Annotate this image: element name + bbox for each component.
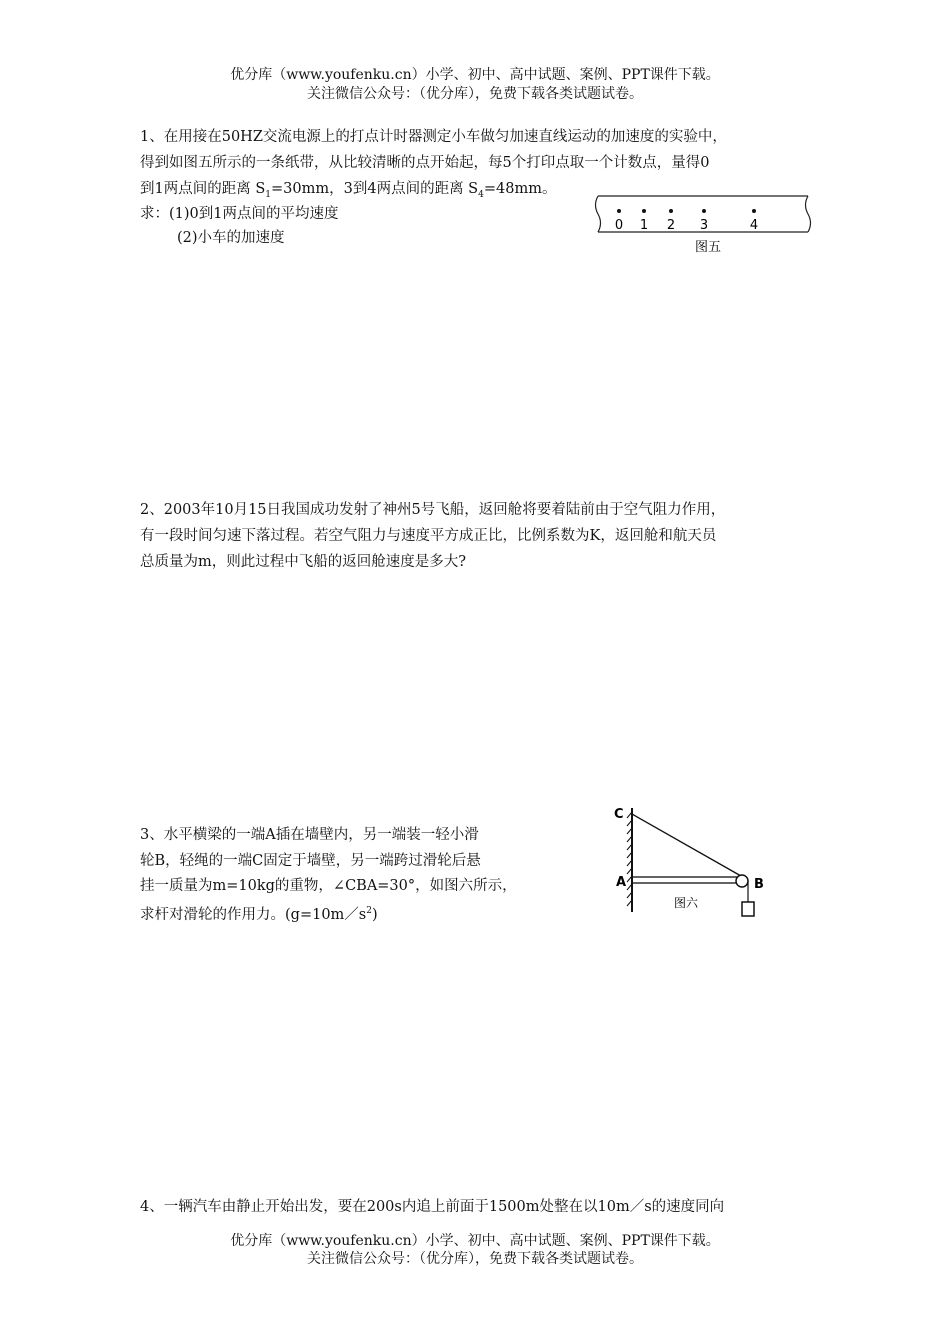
tape-left-tear (596, 196, 601, 232)
label-b: B (754, 877, 764, 892)
tape-dot-1 (642, 209, 646, 213)
q1-line-3b: =30mm，3到4两点间的距离 S (271, 181, 479, 197)
q1-sub-1: 1 (265, 189, 272, 200)
label-c: C (614, 807, 624, 822)
footer-line-1: 优分库（www.youfenku.cn）小学、初中、高中试题、案例、PPT课件下载。 (230, 1233, 720, 1249)
q2-line-3: 总质量为m，则此过程中飞船的返回舱速度是多大? (140, 554, 467, 570)
tape-label-0: 0 (614, 218, 624, 233)
q3-line-4b: ) (371, 906, 378, 923)
tape-label-3: 3 (699, 218, 709, 233)
header-line-1: 优分库（www.youfenku.cn）小学、初中、高中试题、案例、PPT课件下载。 (230, 67, 720, 83)
tape-dot-2 (669, 209, 673, 213)
q1-line-2: 得到如图五所示的一条纸带，从比较清晰的点开始起，每5个打印点取一个计数点，量得0 (140, 155, 710, 171)
q1-line-3c: =48mm。 (483, 181, 557, 197)
q3-line-2: 轮B，轻绳的一端C固定于墙壁，另一端跨过滑轮后悬 (140, 853, 481, 869)
tape-label-4: 4 (749, 218, 759, 233)
q3-line-4 (140, 901, 378, 925)
pulley (736, 875, 748, 887)
q2-line-1: 2、2003年10月15日我国成功发射了神州5号飞船，返回舱将要着陆前由于空气阻力作用， (140, 502, 726, 518)
q3-line-4a: 求杆对滑轮的作用力。(g=10m／s (140, 906, 367, 923)
q1-line-3 (140, 179, 556, 205)
tape-label-2: 2 (666, 218, 676, 233)
tape-label-1: 1 (639, 218, 649, 233)
q4-line-1: 4、一辆汽车由静止开始出发，要在200s内追上前面于1500m处整在以10m／s的速度同向 (140, 1199, 725, 1215)
figure-6-caption: 图六 (673, 896, 699, 910)
tape-right-tear (806, 196, 811, 232)
q3-line-1: 3、水平横梁的一端A插在墙壁内，另一端装一轻小滑 (140, 827, 479, 843)
figure-5-caption: 图五 (694, 240, 722, 255)
figure-beam-pulley (608, 800, 788, 930)
tape-dot-0 (617, 209, 621, 213)
tape-dot-3 (702, 209, 706, 213)
footer-line-2: 关注微信公众号：（优分库），免费下载各类试题试卷。 (307, 1251, 643, 1267)
weight (742, 902, 754, 916)
rope-cb (632, 814, 741, 876)
beam-ab (632, 877, 742, 883)
q3-sup-2: 2 (366, 906, 372, 916)
tape-dot-4 (752, 209, 756, 213)
header-line-2: 关注微信公众号：（优分库），免费下载各类试题试卷。 (307, 86, 643, 102)
q2-line-2: 有一段时间匀速下落过程。若空气阻力与速度平方成正比，比例系数为K，返回舱和航天员 (140, 528, 717, 544)
q1-line-1: 1、在用接在50HZ交流电源上的打点计时器测定小车做匀加速直线运动的加速度的实验中， (140, 129, 727, 145)
q1-ask-2: (2)小车的加速度 (177, 230, 285, 246)
q1-ask-1: 求：(1)0到1两点间的平均速度 (140, 206, 339, 222)
q1-line-3a: 到1两点间的距离 S (140, 181, 266, 197)
label-a: A (616, 875, 627, 890)
q3-line-3: 挂一质量为m=10kg的重物，∠CBA=30°，如图六所示， (140, 878, 517, 894)
figure-tape (590, 192, 815, 258)
q1-sub-4: 4 (478, 189, 484, 200)
